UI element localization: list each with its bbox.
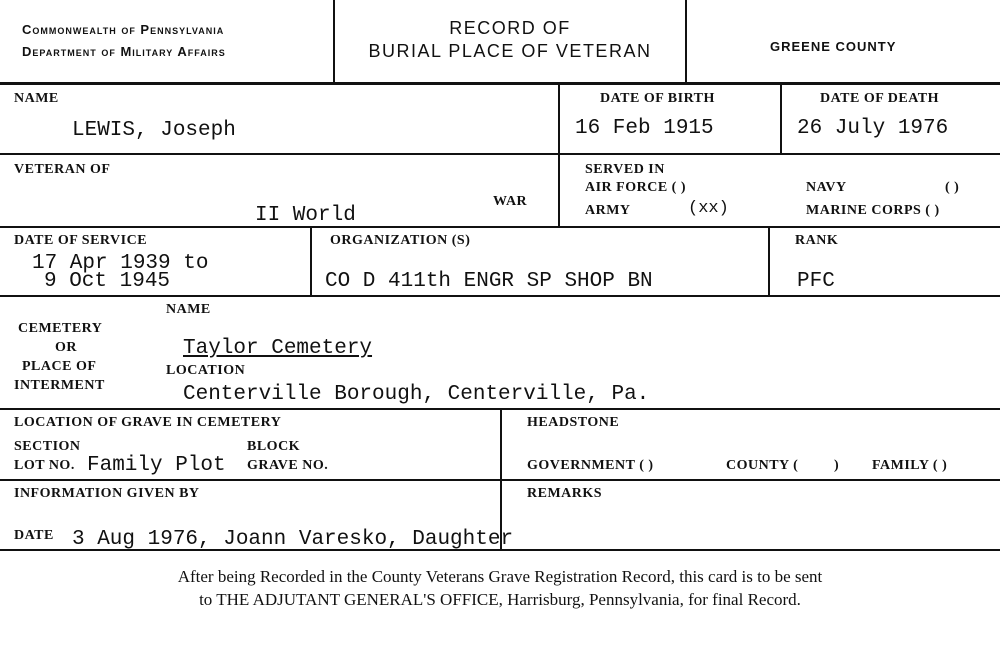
veteran-name: LEWIS, Joseph [72, 119, 236, 142]
army-label: ARMY [585, 203, 631, 218]
name-label: NAME [14, 91, 59, 106]
grave-location-label: LOCATION OF GRAVE IN CEMETERY [14, 415, 282, 430]
government-label: GOVERNMENT ( ) [527, 458, 654, 473]
army-mark: (xx) [688, 199, 729, 218]
veteran-of-value: II World [255, 204, 356, 227]
cemetery-label-line-4: INTERMENT [14, 378, 105, 393]
headstone-label: HEADSTONE [527, 415, 620, 430]
remarks-label: REMARKS [527, 486, 603, 501]
war-label: WAR [493, 194, 528, 209]
date-of-birth-value: 16 Feb 1915 [575, 117, 714, 140]
date-label: DATE [14, 528, 54, 543]
location-label: LOCATION [166, 363, 246, 378]
divider [310, 228, 312, 295]
divider [780, 85, 782, 153]
footer-instruction-line-1: After being Recorded in the County Veterans Grave Registration Record, this card is to be sent [177, 567, 823, 586]
divider [558, 85, 560, 153]
organization-value: CO D 411th ENGR SP SHOP BN [325, 270, 653, 293]
rank-label: RANK [795, 233, 839, 248]
date-of-death-value: 26 July 1976 [797, 117, 949, 140]
block-label: BLOCK [247, 439, 301, 454]
veteran-of-label: VETERAN OF [14, 162, 111, 177]
divider [768, 228, 770, 295]
form-title-line-1: RECORD OF [449, 18, 571, 38]
grave-no-label: GRAVE NO. [247, 458, 329, 473]
info-date-value: 3 Aug 1976, Joann Varesko, Daughter [72, 528, 514, 551]
cemetery-name-label: NAME [166, 302, 211, 317]
cemetery-label-line-3: PLACE OF [22, 359, 97, 374]
date-of-birth-label: DATE OF BIRTH [600, 91, 715, 106]
information-given-by-label: INFORMATION GIVEN BY [14, 486, 200, 501]
date-of-death-label: DATE OF DEATH [820, 91, 940, 106]
form-title-line-2: BURIAL PLACE OF VETERAN [368, 41, 652, 61]
organization-label: ORGANIZATION (S) [330, 233, 471, 248]
service-to: 9 Oct 1945 [44, 270, 171, 293]
agency-line-1: Commonwealth of Pennsylvania [22, 22, 225, 37]
divider [0, 226, 1000, 228]
county-header: GREENE COUNTY [770, 39, 897, 54]
divider [0, 153, 1000, 155]
navy-label: NAVY [806, 180, 847, 195]
divider [0, 82, 1000, 85]
agency-line-2: Department of Military Affairs [22, 44, 226, 59]
cemetery-label-line-2: OR [55, 340, 77, 355]
date-of-service-label: DATE OF SERVICE [14, 233, 148, 248]
marine-corps-label: MARINE CORPS ( ) [806, 203, 940, 218]
cemetery-location-value: Centerville Borough, Centerville, Pa. [183, 383, 650, 406]
navy-box: ( ) [945, 180, 960, 195]
served-in-label: SERVED IN [585, 162, 665, 177]
service-from: 17 Apr 1939 to [32, 252, 209, 275]
cemetery-label-line-1: CEMETERY [18, 321, 103, 336]
county-label: COUNTY ( [726, 458, 799, 473]
family-label: FAMILY ( ) [872, 458, 948, 473]
lot-no-label: LOT NO. [14, 458, 75, 473]
divider [500, 410, 502, 479]
rank-value: PFC [797, 270, 835, 293]
divider [558, 155, 560, 226]
cemetery-name-value: Taylor Cemetery [183, 337, 373, 360]
air-force-label: AIR FORCE ( ) [585, 180, 686, 195]
divider [0, 295, 1000, 297]
footer-instruction-line-2: to THE ADJUTANT GENERAL'S OFFICE, Harrisburg, Pennsylvania, for final Record. [199, 590, 801, 609]
section-label: SECTION [14, 439, 81, 454]
lot-no-value: Family Plot [87, 454, 226, 477]
county-box-close: ) [834, 458, 840, 473]
divider [685, 0, 687, 82]
